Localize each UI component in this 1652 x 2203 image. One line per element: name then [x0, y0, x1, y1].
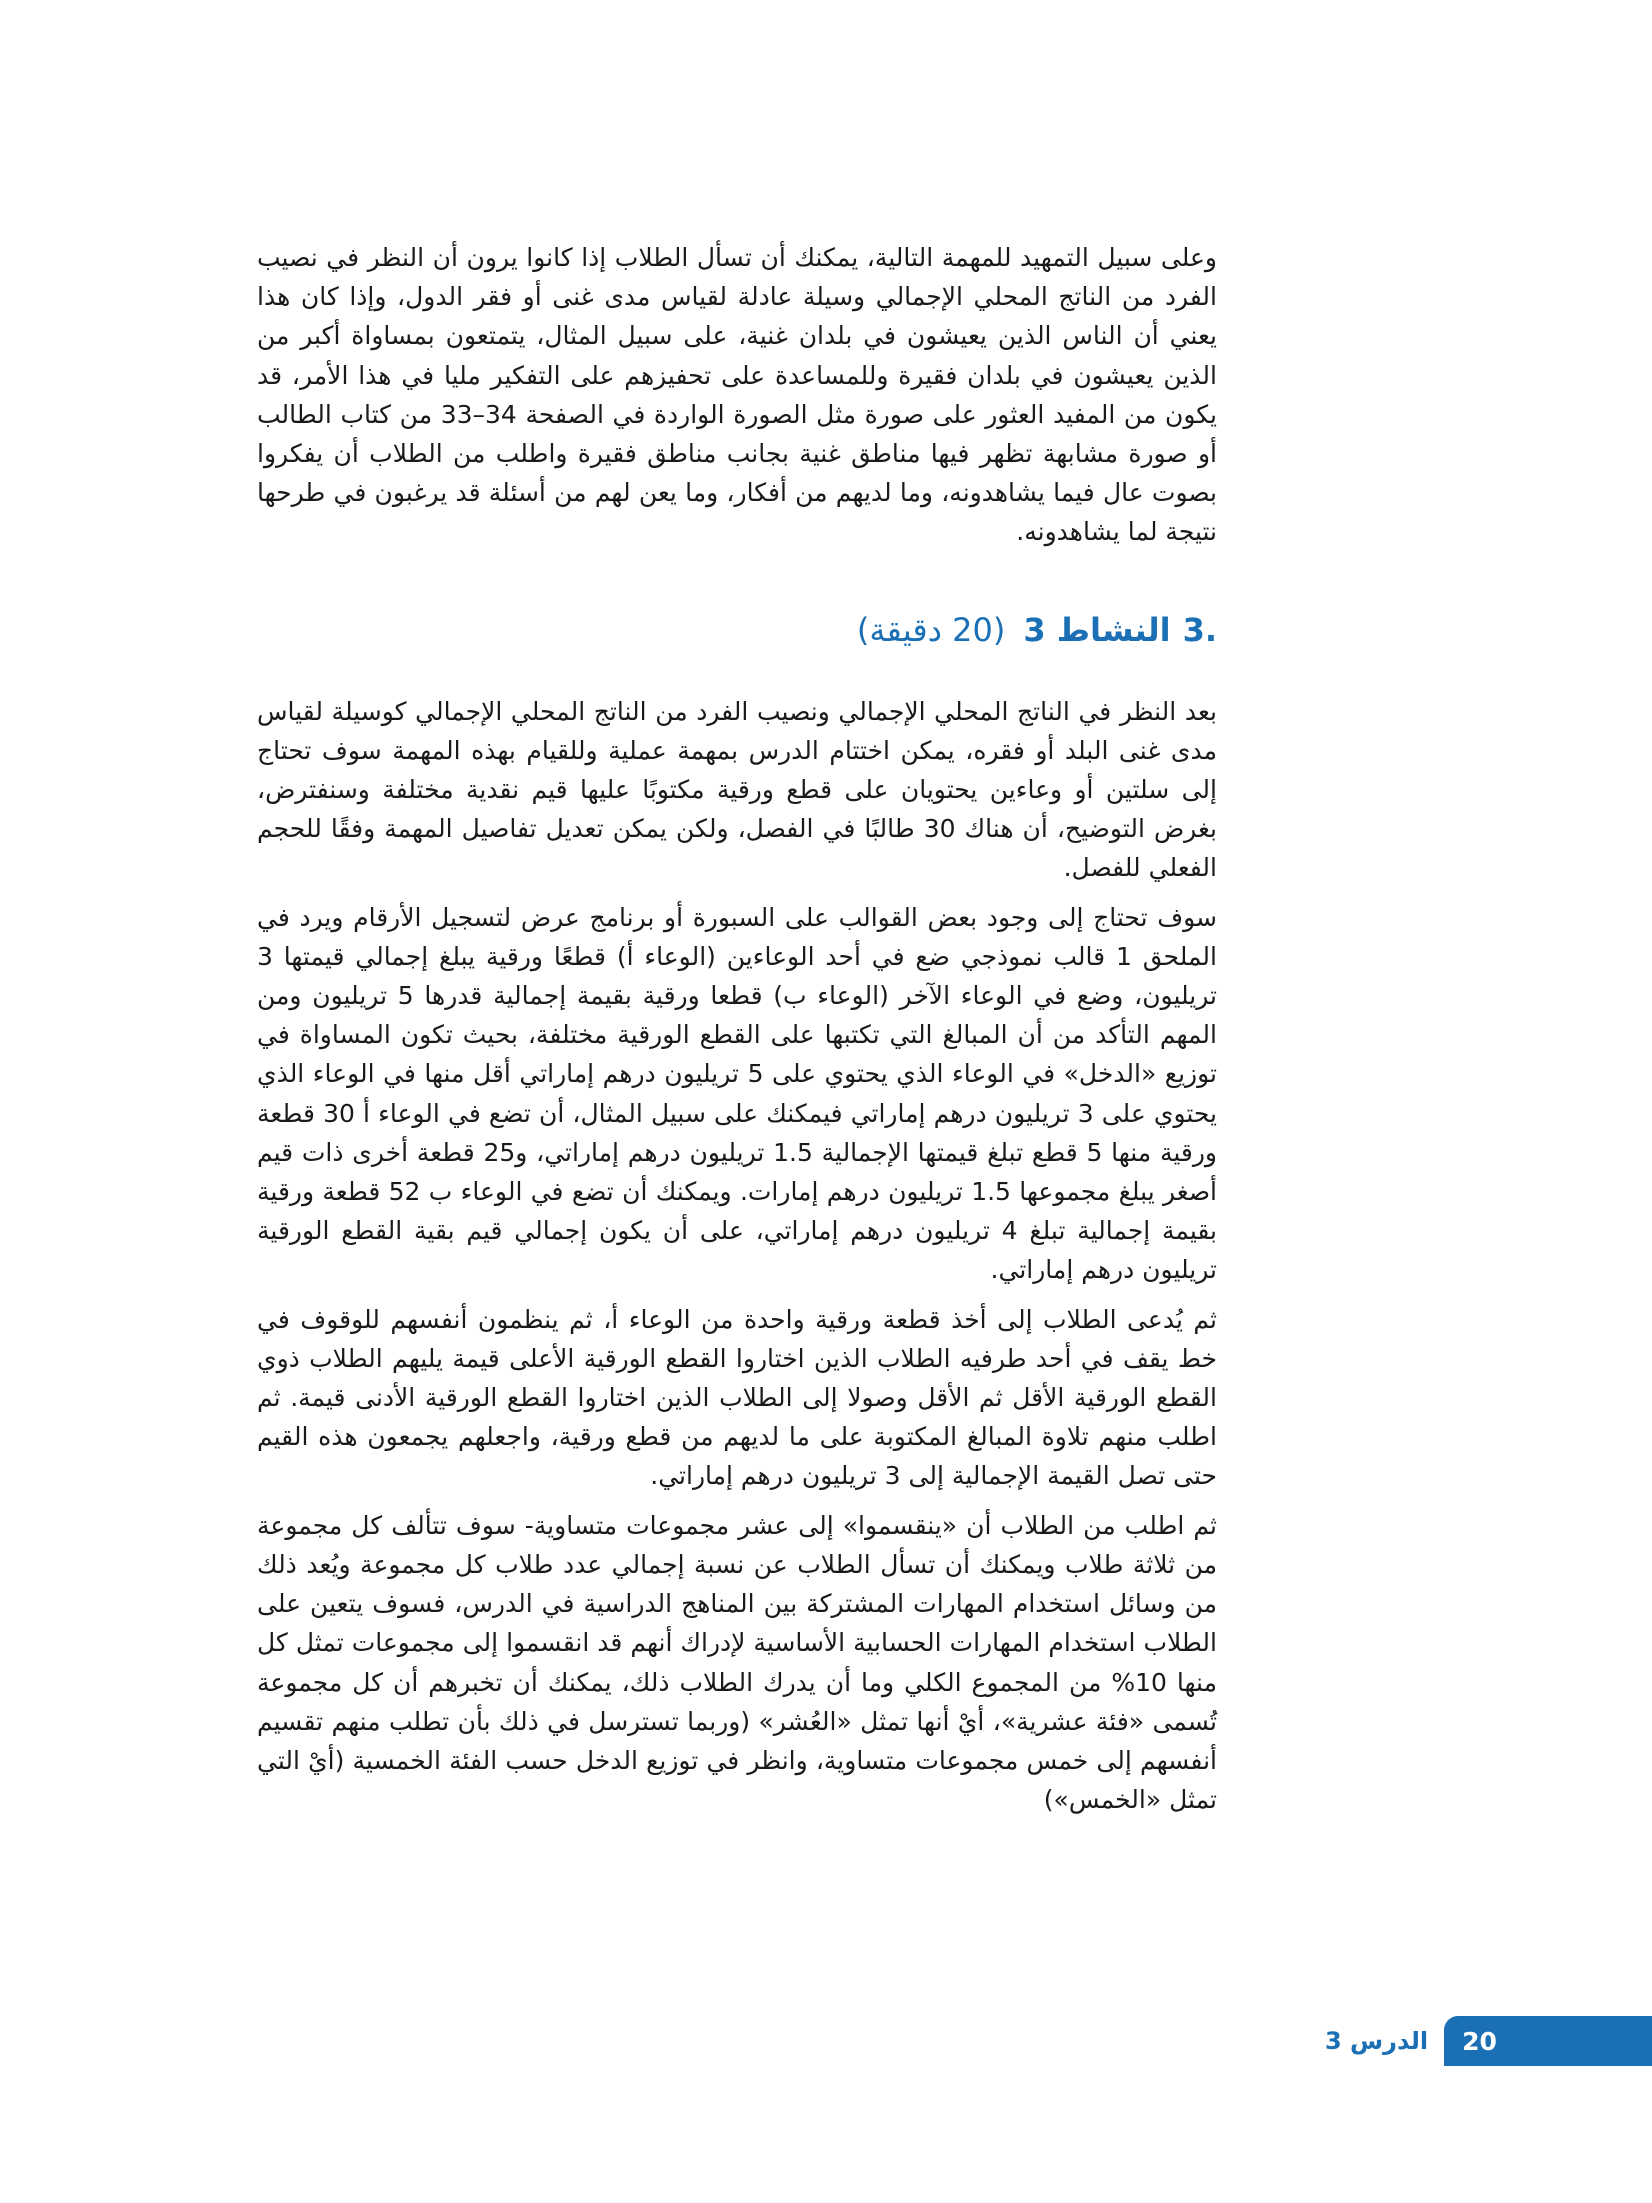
page-number-badge [1444, 2016, 1652, 2066]
body-paragraph: ثم يُدعى الطلاب إلى أخذ قطعة ورقية واحدة من الوعاء أ، ثم ينظمون أنفسهم للوقوف في خط يقف في أحد طرفيه الطلاب الذين اختاروا القطع الورقية الأعلى قيمة يليهم الطلاب ذوي القطع الورقية الأقل ثم الأقل وصولا إلى الطلاب الذين اختاروا القطع الورقية الأدنى قيمة. ثم اطلب منهم تلاوة المبالغ المكتوبة على ما لديهم من قطع ورقية، واجعلهم يجمعون هذه القيم حتى تصل القيمة الإجمالية إلى 3 تريليون درهم إماراتي. [257, 1304, 1217, 1491]
section-heading [257, 608, 1217, 652]
body-paragraph: ثم اطلب من الطلاب أن «ينقسموا» إلى عشر مجموعات متساوية- سوف تتألف كل مجموعة من ثلاثة طلاب ويمكنك أن تسأل الطلاب عن نسبة إجمالي عدد طلاب كل مجموعة ويُعد ذلك من وسائل استخدام المهارات المشتركة بين المناهج الدراسية في الدرس، فسوف يتعين على الطلاب استخدام المهارات الحسابية الأساسية لإدراك أنهم قد انقسموا إلى مجموعات تمثل كل منها 10% من المجموع الكلي وما أن يدرك الطلاب ذلك، يمكنك أن تخبرهم أن كل مجموعة تُسمى «فئة عشرية»، أيْ أنها تمثل «العُشر» (وربما تسترسل في ذلك بأن تطلب منهم تقسيم أنفسهم إلى خمس مجموعات متساوية، وانظر في توزيع الدخل حسب الفئة الخمسية (أيْ التي تمثل «الخمس») [257, 1510, 1217, 1815]
section-number: .3 [1182, 610, 1217, 649]
page-number: 20 [1462, 2026, 1497, 2056]
lesson-label: الدرس 3 [1325, 2027, 1429, 2055]
page-footer [1325, 2016, 1652, 2066]
body-paragraph: سوف تحتاج إلى وجود بعض القوالب على السبورة أو برنامج عرض لتسجيل الأرقام ويرد في الملحق 1 قالب نموذجي ضع في أحد الوعاءين (الوعاء أ) قطعًا ورقية يبلغ إجمالي قيمتها 3 تريليون، وضع في الوعاء الآخر (الوعاء ب) قطعا ورقية بقيمة إجمالية قدرها 5 تريليون ومن المهم التأكد من أن المبالغ التي تكتبها على القطع الورقية مختلفة، بحيث تكون المساواة في توزيع «الدخل» في الوعاء الذي يحتوي على 5 تريليون درهم إماراتي أقل منها في الوعاء الذي يحتوي على 3 تريليون درهم إماراتي فيمكنك على سبيل المثال، أن تضع في الوعاء أ 30 قطعة ورقية منها 5 قطع تبلغ قيمتها الإجمالية 1.5 تريليون درهم إماراتي، و25 قطعة أخرى ذات قيم أصغر يبلغ مجموعها 1.5 تريليون درهم إمارات. ويمكنك أن تضع في الوعاء ب 52 قطعة ورقية بقيمة إجمالية تبلغ 4 تريليون درهم إماراتي، على أن يكون إجمالي قيم بقية القطع الورقية تريليون درهم إماراتي. [257, 902, 1218, 1285]
section-title: النشاط 3 [1023, 610, 1171, 649]
intro-paragraph: وعلى سبيل التمهيد للمهمة التالية، يمكنك أن تسأل الطلاب إذا كانوا يرون أن النظر في نصيب الفرد من الناتج المحلي الإجمالي وسيلة عادلة لقياس مدى غنى أو فقر الدول، وإذا كان هذا يعني أن الناس الذين يعيشون في بلدان غنية، على سبيل المثال، يتمتعون بمساواة أكبر من الذين يعيشون في بلدان فقيرة وللمساعدة على تحفيزهم على التفكير مليا في هذا الأمر، قد يكون من المفيد العثور على صورة مثل الصورة الواردة في الصفحة 34–33 من كتاب الطالب أو صورة مشابهة تظهر فيها مناطق غنية بجانب مناطق فقيرة واطلب من الطلاب أن يفكروا بصوت عال فيما يشاهدونه، وما لديهم من أفكار، وما يعن لهم من أسئلة قد يرغبون في طرحها نتيجة لما يشاهدونه. [257, 243, 1217, 547]
body-paragraph: بعد النظر في الناتج المحلي الإجمالي ونصيب الفرد من الناتج المحلي الإجمالي كوسيلة لقياس مدى غنى البلد أو فقره، يمكن اختتام الدرس بمهمة عملية وللقيام بهذه المهمة سوف تحتاج إلى سلتين أو وعاءين يحتويان على قطع ورقية مكتوبًا عليها قيم نقدية مختلفة وسنفترض، بغرض التوضيح، أن هناك 30 طالبًا في الفصل، ولكن يمكن تعديل تفاصيل المهمة وفقًا للحجم الفعلي للفصل. [257, 696, 1217, 883]
page-content [257, 238, 1217, 1829]
section-duration: (20 دقيقة) [856, 610, 1006, 649]
